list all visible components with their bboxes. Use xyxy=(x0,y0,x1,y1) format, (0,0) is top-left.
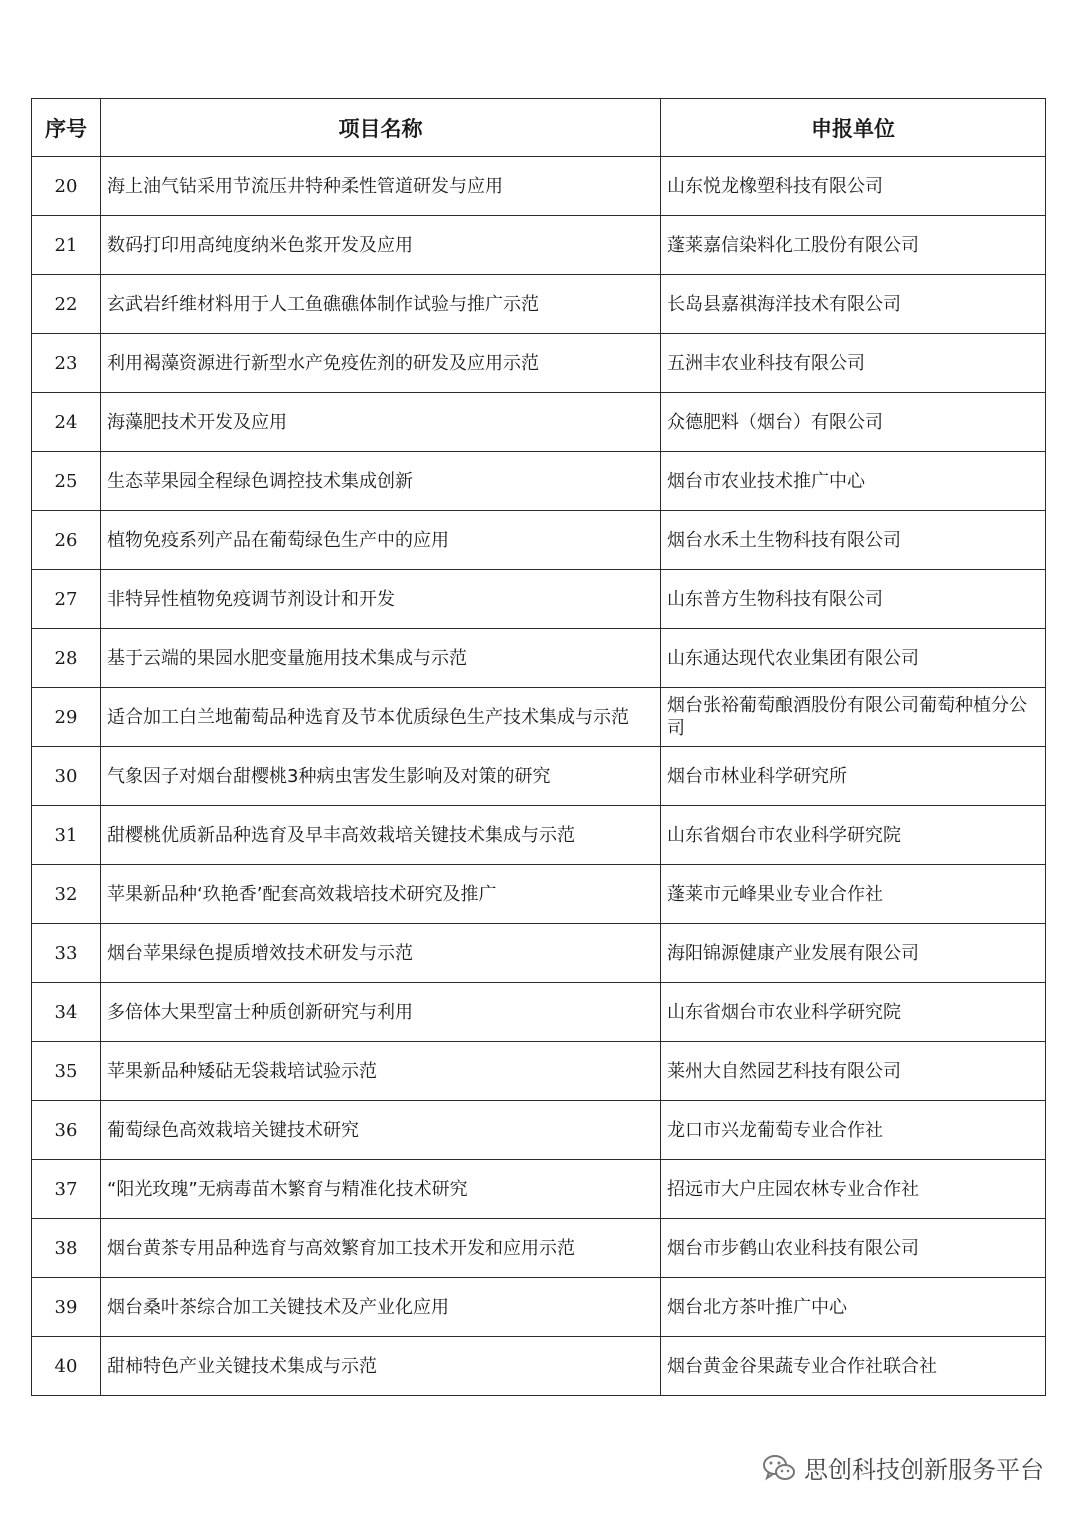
row-applicant-unit: 烟台黄金谷果蔬专业合作社联合社 xyxy=(661,1337,1046,1396)
table-row xyxy=(32,1160,1046,1219)
row-applicant-unit: 五洲丰农业科技有限公司 xyxy=(661,334,1046,393)
table-row xyxy=(32,1337,1046,1396)
row-project-name: 基于云端的果园水肥变量施用技术集成与示范 xyxy=(101,629,661,688)
row-project-name: 烟台黄茶专用品种选育与高效繁育加工技术开发和应用示范 xyxy=(101,1219,661,1278)
row-index: 20 xyxy=(32,157,101,216)
header-applicant-unit: 申报单位 xyxy=(661,99,1046,157)
row-applicant-unit: 莱州大自然园艺科技有限公司 xyxy=(661,1042,1046,1101)
row-index: 25 xyxy=(32,452,101,511)
table-row xyxy=(32,983,1046,1042)
row-applicant-unit: 众德肥料（烟台）有限公司 xyxy=(661,393,1046,452)
row-index: 37 xyxy=(32,1160,101,1219)
table-row xyxy=(32,1219,1046,1278)
watermark xyxy=(762,1450,1044,1485)
header-index: 序号 xyxy=(32,99,101,157)
row-applicant-unit: 烟台市林业科学研究所 xyxy=(661,747,1046,806)
row-index: 24 xyxy=(32,393,101,452)
row-project-name: 海藻肥技术开发及应用 xyxy=(101,393,661,452)
table-row xyxy=(32,157,1046,216)
row-applicant-unit: 山东普方生物科技有限公司 xyxy=(661,570,1046,629)
row-index: 36 xyxy=(32,1101,101,1160)
table-row xyxy=(32,688,1046,747)
row-applicant-unit: 烟台市步鹤山农业科技有限公司 xyxy=(661,1219,1046,1278)
row-index: 23 xyxy=(32,334,101,393)
row-project-name: 烟台苹果绿色提质增效技术研发与示范 xyxy=(101,924,661,983)
row-applicant-unit: 招远市大户庄园农林专业合作社 xyxy=(661,1160,1046,1219)
row-project-name: 甜樱桃优质新品种选育及早丰高效栽培关键技术集成与示范 xyxy=(101,806,661,865)
row-project-name: 海上油气钻采用节流压井特种柔性管道研发与应用 xyxy=(101,157,661,216)
row-project-name: 甜柿特色产业关键技术集成与示范 xyxy=(101,1337,661,1396)
row-applicant-unit: 蓬莱市元峰果业专业合作社 xyxy=(661,865,1046,924)
row-applicant-unit: 烟台水禾土生物科技有限公司 xyxy=(661,511,1046,570)
row-applicant-unit: 烟台市农业技术推广中心 xyxy=(661,452,1046,511)
table-body xyxy=(32,157,1046,1396)
row-applicant-unit: 龙口市兴龙葡萄专业合作社 xyxy=(661,1101,1046,1160)
table-row xyxy=(32,924,1046,983)
row-applicant-unit: 蓬莱嘉信染料化工股份有限公司 xyxy=(661,216,1046,275)
row-project-name: 非特异性植物免疫调节剂设计和开发 xyxy=(101,570,661,629)
table-row xyxy=(32,1101,1046,1160)
row-project-name: 苹果新品种矮砧无袋栽培试验示范 xyxy=(101,1042,661,1101)
row-index: 34 xyxy=(32,983,101,1042)
table-row xyxy=(32,452,1046,511)
table-row xyxy=(32,216,1046,275)
row-project-name: “阳光玫瑰”无病毒苗木繁育与精准化技术研究 xyxy=(101,1160,661,1219)
table-row xyxy=(32,747,1046,806)
row-project-name: 葡萄绿色高效栽培关键技术研究 xyxy=(101,1101,661,1160)
table-row xyxy=(32,393,1046,452)
row-index: 38 xyxy=(32,1219,101,1278)
table-row xyxy=(32,275,1046,334)
row-index: 21 xyxy=(32,216,101,275)
table-row xyxy=(32,511,1046,570)
table-row xyxy=(32,570,1046,629)
header-project-name: 项目名称 xyxy=(101,99,661,157)
row-index: 26 xyxy=(32,511,101,570)
row-project-name: 数码打印用高纯度纳米色浆开发及应用 xyxy=(101,216,661,275)
table-row xyxy=(32,629,1046,688)
row-project-name: 烟台桑叶茶综合加工关键技术及产业化应用 xyxy=(101,1278,661,1337)
row-index: 32 xyxy=(32,865,101,924)
row-applicant-unit: 山东通达现代农业集团有限公司 xyxy=(661,629,1046,688)
table-row xyxy=(32,334,1046,393)
row-index: 27 xyxy=(32,570,101,629)
table-row xyxy=(32,865,1046,924)
row-project-name: 利用褐藻资源进行新型水产免疫佐剂的研发及应用示范 xyxy=(101,334,661,393)
table-row xyxy=(32,806,1046,865)
row-project-name: 生态苹果园全程绿色调控技术集成创新 xyxy=(101,452,661,511)
row-project-name: 多倍体大果型富士种质创新研究与利用 xyxy=(101,983,661,1042)
row-applicant-unit: 烟台张裕葡萄酿酒股份有限公司葡萄种植分公司 xyxy=(661,688,1046,747)
row-index: 29 xyxy=(32,688,101,747)
row-applicant-unit: 山东省烟台市农业科学研究院 xyxy=(661,983,1046,1042)
row-applicant-unit: 烟台北方茶叶推广中心 xyxy=(661,1278,1046,1337)
row-index: 35 xyxy=(32,1042,101,1101)
table-row xyxy=(32,1278,1046,1337)
row-index: 22 xyxy=(32,275,101,334)
table-header-row xyxy=(32,99,1046,157)
watermark-text: 思创科技创新服务平台 xyxy=(804,1456,1044,1484)
row-index: 33 xyxy=(32,924,101,983)
row-project-name: 气象因子对烟台甜樱桃3种病虫害发生影响及对策的研究 xyxy=(101,747,661,806)
row-applicant-unit: 山东省烟台市农业科学研究院 xyxy=(661,806,1046,865)
row-index: 39 xyxy=(32,1278,101,1337)
wechat-icon xyxy=(762,1453,796,1483)
row-project-name: 玄武岩纤维材料用于人工鱼礁礁体制作试验与推广示范 xyxy=(101,275,661,334)
row-project-name: 适合加工白兰地葡萄品种选育及节本优质绿色生产技术集成与示范 xyxy=(101,688,661,747)
row-project-name: 苹果新品种‘玖艳香’配套高效栽培技术研究及推广 xyxy=(101,865,661,924)
row-index: 28 xyxy=(32,629,101,688)
row-applicant-unit: 海阳锦源健康产业发展有限公司 xyxy=(661,924,1046,983)
row-applicant-unit: 山东悦龙橡塑科技有限公司 xyxy=(661,157,1046,216)
row-applicant-unit: 长岛县嘉祺海洋技术有限公司 xyxy=(661,275,1046,334)
row-index: 30 xyxy=(32,747,101,806)
project-table xyxy=(31,98,1046,1396)
row-index: 31 xyxy=(32,806,101,865)
row-project-name: 植物免疫系列产品在葡萄绿色生产中的应用 xyxy=(101,511,661,570)
table-row xyxy=(32,1042,1046,1101)
row-index: 40 xyxy=(32,1337,101,1396)
